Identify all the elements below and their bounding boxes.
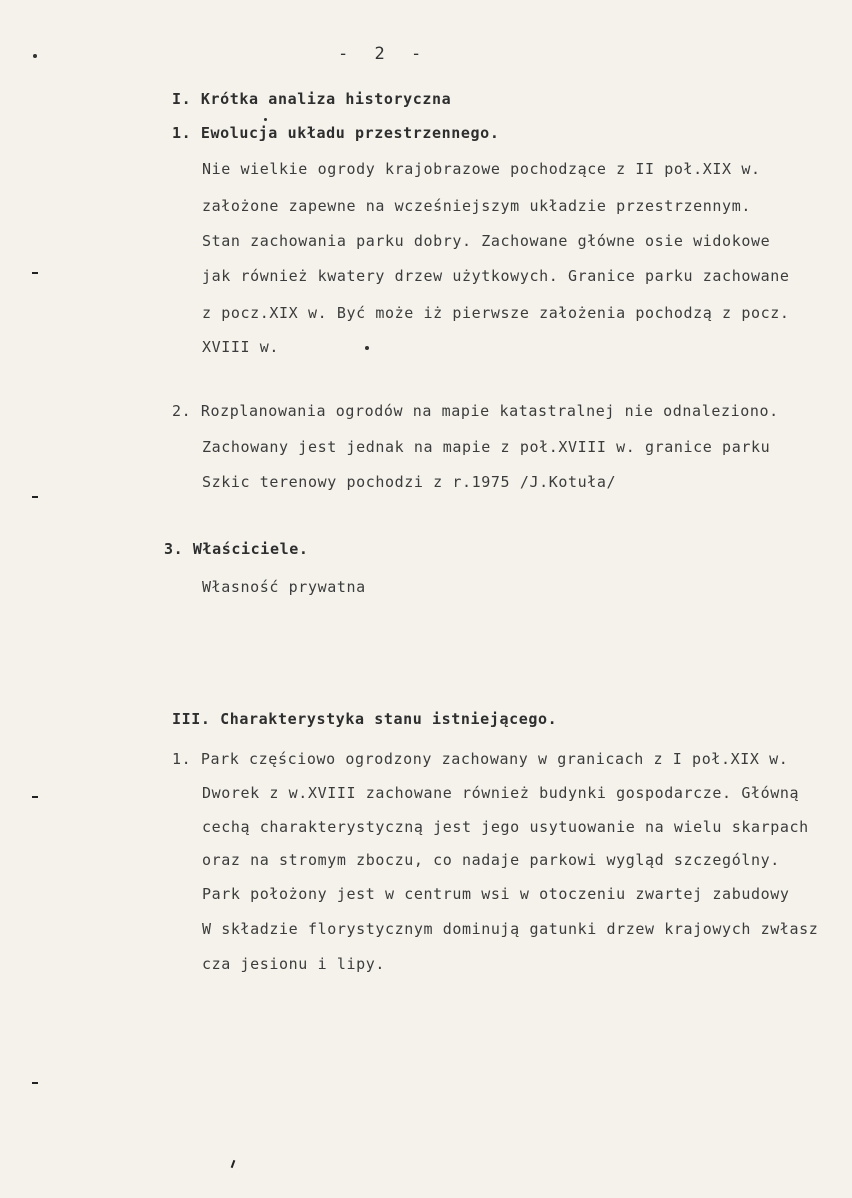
section-heading: I. Krótka analiza historyczna (172, 90, 452, 108)
paragraph-line: Park położony jest w centrum wsi w otoczeniu zwartej zabudowy (202, 885, 790, 903)
paragraph-line: XVIII w. (202, 338, 280, 356)
stray-mark (231, 1160, 236, 1168)
paragraph-line: 1. Park częściowo ogrodzony zachowany w granicach z I poł.XIX w. (172, 750, 789, 768)
item-title: 1. Ewolucja układu przestrzennego. (172, 124, 500, 142)
page-number: - 2 - (338, 44, 430, 64)
margin-dot (33, 54, 37, 58)
margin-tick (32, 796, 38, 798)
paragraph-line: założone zapewne na wcześniejszym układzie przestrzennym. (202, 197, 751, 215)
paragraph-line: Stan zachowania parku dobry. Zachowane główne osie widokowe (202, 232, 771, 250)
margin-tick (32, 272, 38, 274)
paragraph-line: Nie wielkie ogrody krajobrazowe pochodzące z II poł.XIX w. (202, 160, 761, 178)
paragraph-line: oraz na stromym zboczu, co nadaje parkowi wygląd szczególny. (202, 851, 780, 869)
stray-dot (264, 118, 267, 121)
item-title: 3. Właściciele. (164, 540, 309, 558)
paragraph-line: cechą charakterystyczną jest jego usytuowanie na wielu skarpach (202, 818, 809, 836)
paragraph-line: Własność prywatna (202, 578, 366, 596)
paragraph-line: W składzie florystycznym dominują gatunki drzew krajowych zwłasz (202, 920, 819, 938)
paragraph-line: z pocz.XIX w. Być może iż pierwsze założenia pochodzą z pocz. (202, 304, 790, 322)
paragraph-line: 2. Rozplanowania ogrodów na mapie katastralnej nie odnaleziono. (172, 402, 779, 420)
margin-tick (32, 496, 38, 498)
section-heading: III. Charakterystyka stanu istniejącego. (172, 710, 558, 728)
stray-dot (365, 346, 369, 350)
margin-tick (32, 1082, 38, 1084)
paragraph-line: Dworek z w.XVIII zachowane również budynki gospodarcze. Główną (202, 784, 800, 802)
paragraph-line: Zachowany jest jednak na mapie z poł.XVIII w. granice parku (202, 438, 771, 456)
paragraph-line: jak również kwatery drzew użytkowych. Granice parku zachowane (202, 267, 790, 285)
paragraph-line: Szkic terenowy pochodzi z r.1975 /J.Kotuła/ (202, 473, 617, 491)
paragraph-line: cza jesionu i lipy. (202, 955, 385, 973)
